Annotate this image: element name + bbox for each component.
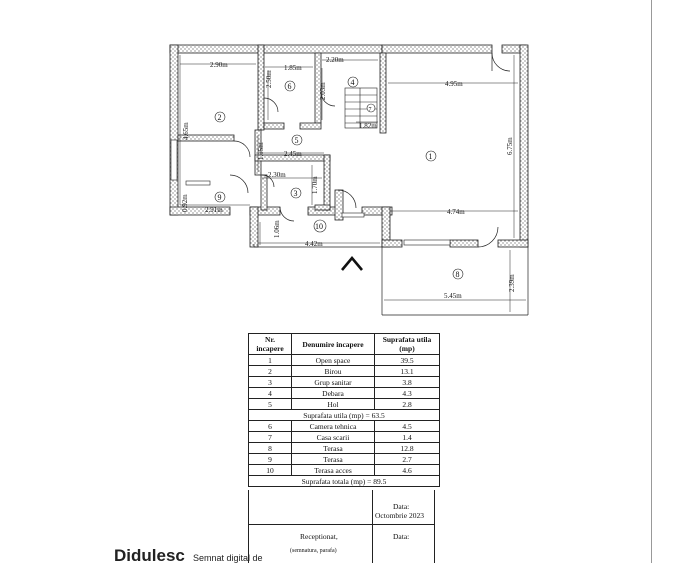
room-number-4: 4 (350, 78, 355, 87)
table-cell: 9 (249, 454, 292, 465)
room-number-8: 8 (455, 270, 460, 279)
table-cell: 7 (249, 432, 292, 443)
dim-label: 2.03m (319, 82, 327, 100)
date-value: Octombrie 2023 (375, 511, 424, 520)
room-number-9: 9 (217, 193, 222, 202)
received-sub: (semnatura, parafa) (290, 548, 337, 554)
table-cell: 4.3 (375, 388, 440, 399)
table-cell: Birou (292, 366, 375, 377)
date-label: Data: (393, 502, 410, 511)
table-cell: 2.7 (375, 454, 440, 465)
table-cell: 1.4 (375, 432, 440, 443)
table-cell: Hol (292, 399, 375, 410)
dim-label: 4.74m (447, 208, 465, 216)
table-cell: 12.8 (375, 443, 440, 454)
table-row (249, 377, 440, 388)
dim-label: 4.42m (305, 240, 323, 248)
dim-label: 2.20m (326, 56, 344, 64)
dimension-lines (180, 55, 526, 312)
table-cell: 4.5 (375, 421, 440, 432)
dim-label: 2.45m (284, 150, 302, 158)
room-area-table (248, 333, 440, 487)
table-cell: 8 (249, 443, 292, 454)
room-number-7: 7 (368, 107, 372, 113)
table-cell: Open space (292, 355, 375, 366)
terrace-outline (254, 244, 528, 315)
subtotal-text: Suprafata utila (mp) = 63.5 (249, 410, 440, 421)
table-cell: Debara (292, 388, 375, 399)
table-cell: 3.8 (375, 377, 440, 388)
dim-label: 2.30m (268, 171, 286, 179)
table-header: Denumire incapere (292, 334, 375, 355)
digital-signature-name: Didulesc (114, 546, 185, 565)
dim-label: 5.45m (444, 292, 462, 300)
table-cell: Grup sanitar (292, 377, 375, 388)
table-row (249, 399, 440, 410)
room-number-10: 10 (315, 222, 323, 231)
dim-label: 1.85m (284, 64, 302, 72)
table-cell: Terasa acces (292, 465, 375, 476)
dim-label: 2.50m (265, 70, 273, 88)
dim-label: 1.70m (311, 176, 319, 194)
entrance-arrow-icon (342, 258, 362, 270)
received-label: Receptionat, (300, 532, 338, 541)
table-cell: 39.5 (375, 355, 440, 366)
table-cell: 5 (249, 399, 292, 410)
table-row (249, 388, 440, 399)
table-cell: 10 (249, 465, 292, 476)
dim-label: 4.95m (445, 80, 463, 88)
table-cell: Camera tehnica (292, 421, 375, 432)
dim-label: 1.15m (257, 142, 265, 160)
table-cell: Casa scarii (292, 432, 375, 443)
table-header: Nr. incapere (249, 334, 292, 355)
table-cell: 3 (249, 377, 292, 388)
table-row (249, 465, 440, 476)
page-edge-line (651, 0, 652, 563)
table-cell: 6 (249, 421, 292, 432)
dim-label: 1.82m (359, 122, 377, 130)
table-cell: 1 (249, 355, 292, 366)
subtotal-row (249, 410, 440, 421)
dim-label: 2.39m (508, 274, 516, 292)
dim-label: 6.75m (506, 137, 514, 155)
room-number-5: 5 (294, 136, 299, 145)
table-row (249, 421, 440, 432)
table-row (249, 366, 440, 377)
date-label-2: Data: (393, 532, 410, 541)
room-number-1: 1 (428, 152, 433, 161)
dim-label: 2.90m (210, 61, 228, 69)
table-cell: 2.8 (375, 399, 440, 410)
dim-label: 1.06m (273, 220, 281, 238)
table-cell: 4 (249, 388, 292, 399)
signature-block (248, 490, 435, 563)
table-row (249, 432, 440, 443)
room-number-2: 2 (217, 113, 222, 122)
total-text: Suprafata totala (mp) = 89.5 (249, 476, 440, 487)
table-row (249, 355, 440, 366)
room-markers (215, 77, 463, 279)
digital-signature-note: Semnat digital de (193, 553, 263, 563)
table-row (249, 443, 440, 454)
table-cell: Terasa (292, 443, 375, 454)
table-row (249, 454, 440, 465)
room-number-3: 3 (293, 189, 298, 198)
table-cell: Terasa (292, 454, 375, 465)
table-cell: 2 (249, 366, 292, 377)
room-number-6: 6 (287, 82, 292, 91)
total-row (249, 476, 440, 487)
dim-label: 0.92m (181, 194, 189, 212)
dim-label: 4.65m (182, 122, 190, 140)
table-cell: 13.1 (375, 366, 440, 377)
table-cell: 4.6 (375, 465, 440, 476)
dim-label: 2.91m (205, 206, 223, 214)
table-header: Suprafata utila (mp) (375, 334, 440, 355)
